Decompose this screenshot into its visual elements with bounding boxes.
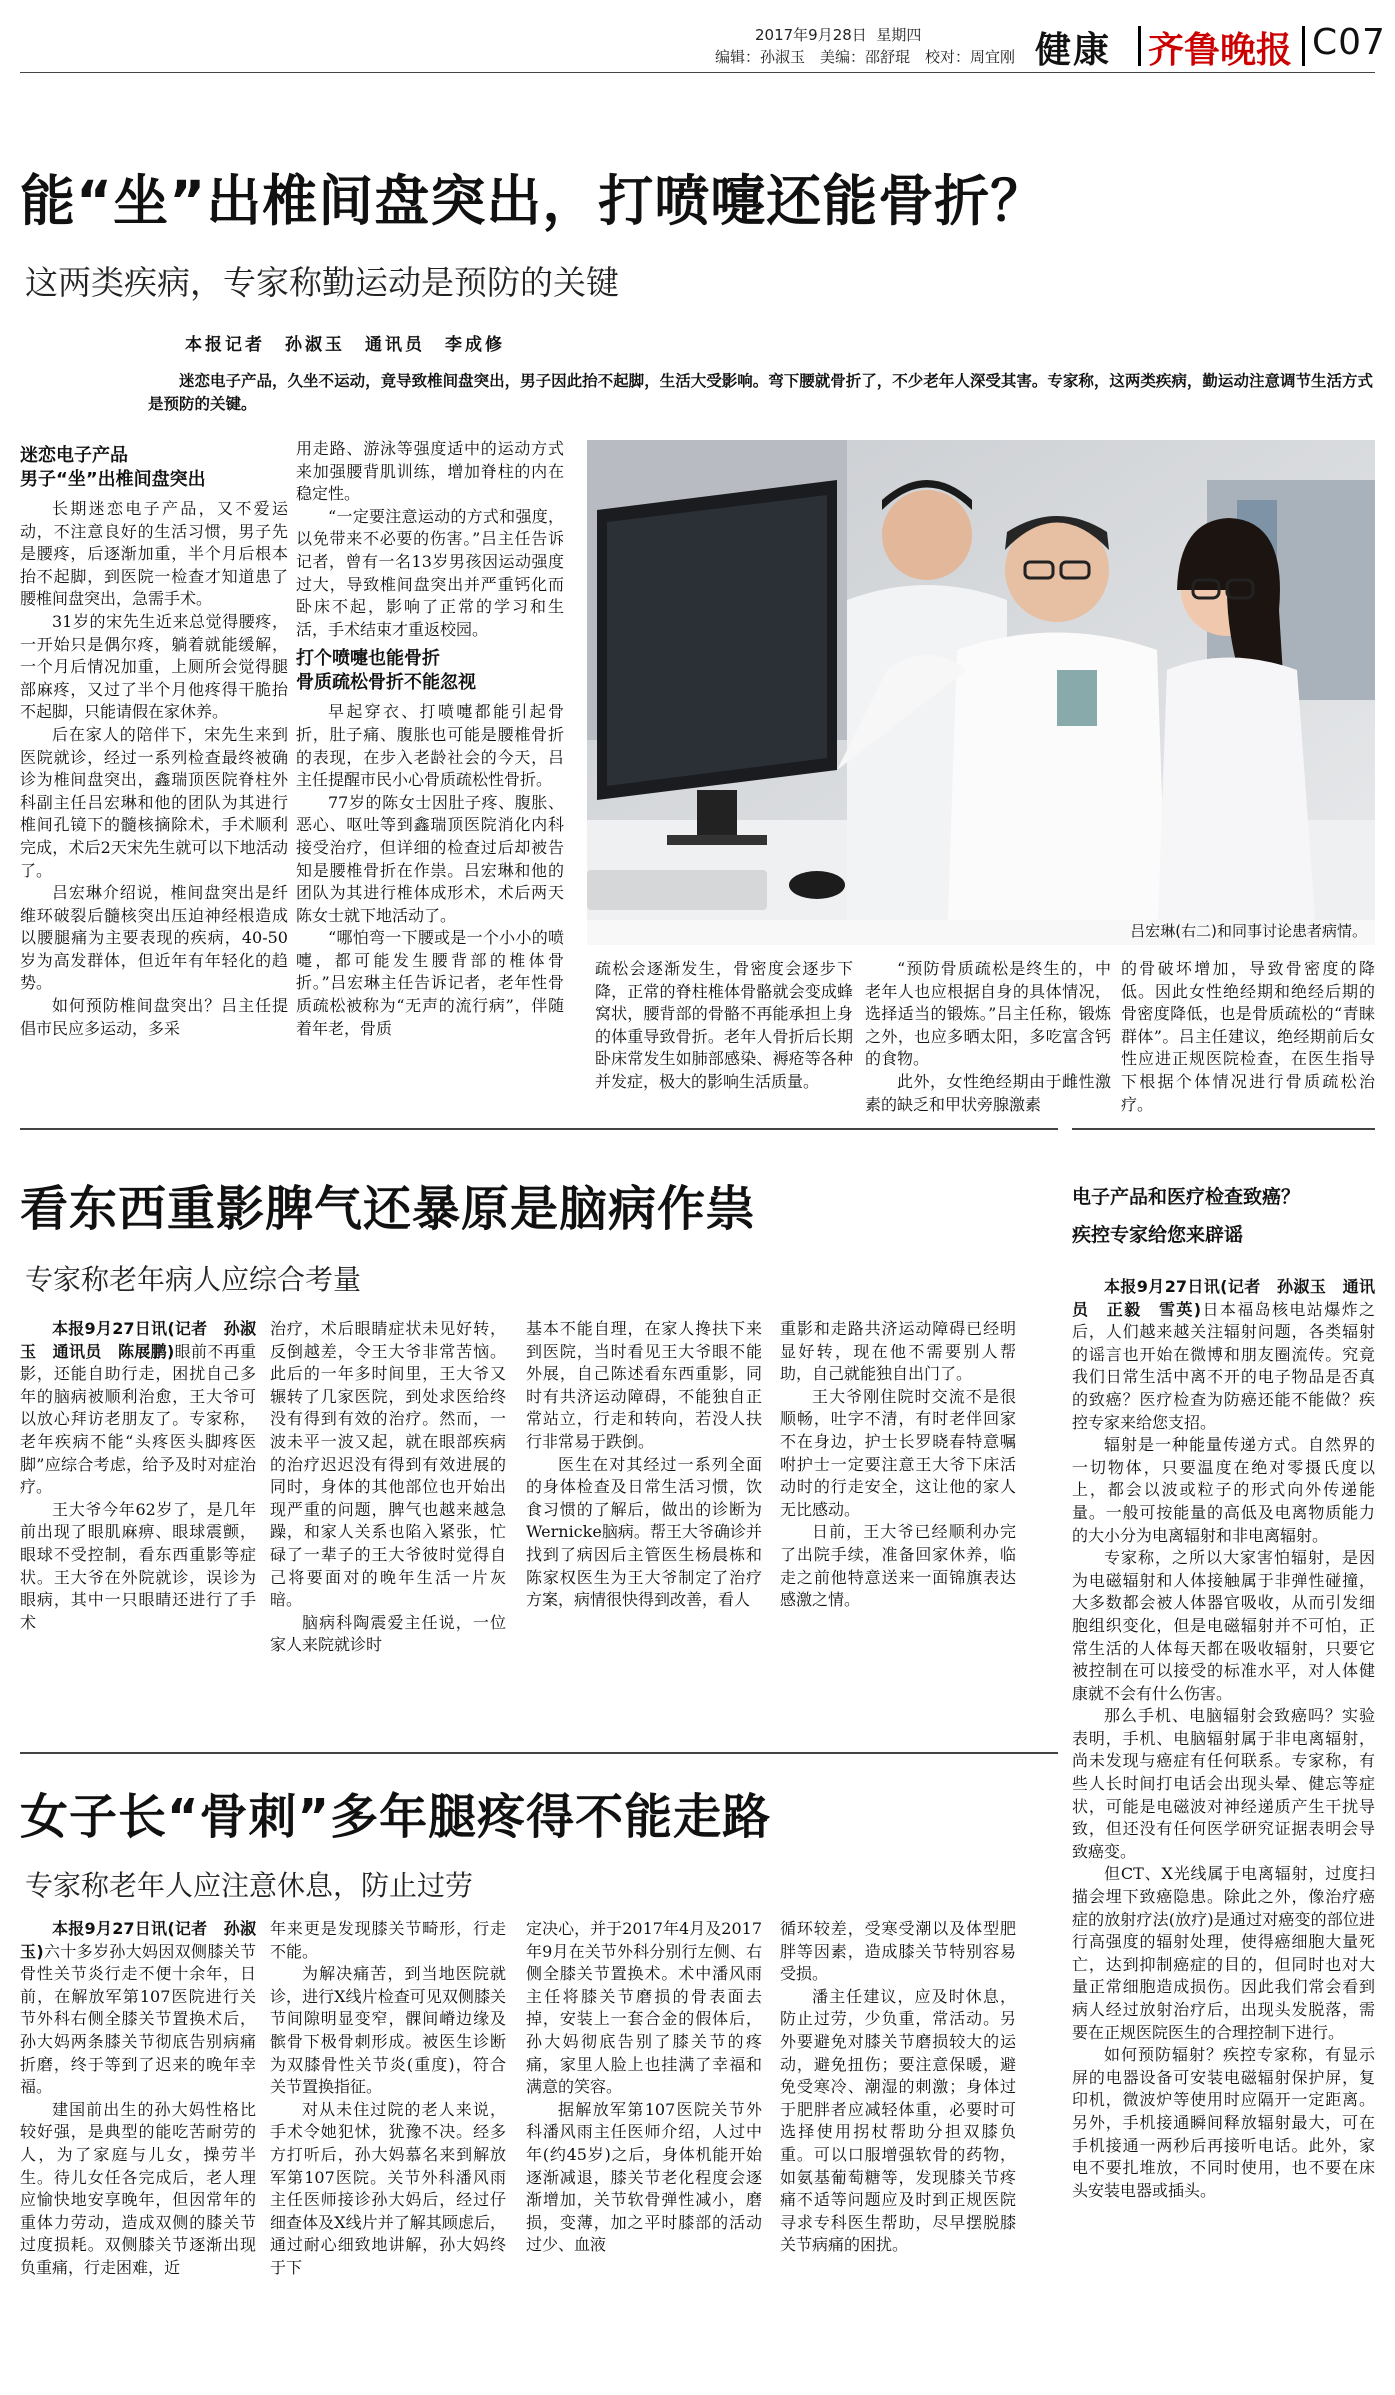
story3-column-2 bbox=[270, 1918, 506, 2380]
paragraph: 基本不能自理，在家人搀扶下来到医院，当时看见王大爷眼不能外展，自己陈述看东西重影，同时有共济运动障碍，不能独自正常站立，行走和转向，若没人扶行非常易于跌倒。 bbox=[526, 1319, 762, 1451]
story1-column-4 bbox=[865, 958, 1111, 1120]
sidebar-headline-1: 电子产品和医疗检查致癌？ bbox=[1072, 1186, 1301, 1208]
paragraph: 但CT、X光线属于电离辐射，过度扫描会埋下致癌隐患。除此之外，像治疗癌症的放射疗法(放疗)是通过对癌变的部位进行高强度的辐射处理，使得癌细胞大量死亡，达到抑制癌症的目的，但同时也对大量正常细胞造成损伤。因此我们常会看到病人经过放射治疗后，出现头发脱落，需要在正规医院医生的合理控制下进行。 bbox=[1072, 1864, 1375, 2042]
story2-column-3 bbox=[526, 1318, 762, 1746]
story1-lead: 迷恋电子产品，久坐不运动，竟导致椎间盘突出，男子因此抬不起脚，生活大受影响。弯下腰就骨折了，不少老年人深受其害。专家称，这两类疾病，勤运动注意调节生活方式是预防的关键。 bbox=[148, 372, 1373, 413]
newspaper-logo: 齐鲁晚报 bbox=[1148, 29, 1293, 71]
story3-column-1 bbox=[20, 1918, 256, 2380]
paragraph: 那么手机、电脑辐射会致癌吗？实验表明，手机、电脑辐射属于非电离辐射，尚未发现与癌症有任何联系。专家称，有些人长时间打电话会出现头晕、健忘等症状，可能是电磁波对神经递质产生干扰导致，但还没有任何医学研究证据表明会导致癌变。 bbox=[1072, 1706, 1375, 1861]
story2-column-1 bbox=[20, 1318, 256, 1746]
paragraph: 后在家人的陪伴下，宋先生来到医院就诊，经过一系列检查最终被确诊为椎间盘突出，鑫瑞顶医院脊柱外科副主任吕宏琳和他的团队为其进行椎间孔镜下的髓核摘除术，手术顺利完成，术后2天宋先生就可以下地活动了。 bbox=[20, 724, 288, 880]
paragraph: “一定要注意运动的方式和强度，以免带来不必要的伤害。”吕主任告诉记者，曾有一名13岁男孩因运动强度过大，导致椎间盘突出并严重钙化而卧床不起，影响了正常的学习和生活，手术结束才重返校园。 bbox=[296, 506, 564, 639]
paragraph bbox=[1072, 1276, 1375, 1434]
dateline: 本报9月27日讯(记者 孙淑玉 通讯员 正毅 雪英) bbox=[1072, 1277, 1375, 1319]
story2-column-4 bbox=[780, 1318, 1016, 1746]
header-divider bbox=[1138, 26, 1141, 66]
paragraph: 此外，女性绝经期由于雌性激素的缺乏和甲状旁腺激素 bbox=[865, 1071, 1111, 1114]
photo-caption: 吕宏琳(右二)和同事讨论患者病情。 bbox=[1130, 922, 1367, 940]
story1-subhead-2: 打个喷嚏也能骨折 骨质疏松骨折不能忽视 bbox=[296, 648, 476, 694]
paragraph: 重影和走路共济运动障碍已经明显好转，现在他不需要别人帮助，自己就能独自出门了。 bbox=[780, 1319, 1016, 1384]
header-weekday: 星期四 bbox=[876, 26, 922, 44]
story3-column-3 bbox=[526, 1918, 762, 2380]
paragraph: 建国前出生的孙大妈性格比较好强，是典型的能吃苦耐劳的人，为了家庭与儿女，操劳半生。待儿女任各完成后，老人理应愉快地安享晚年，但因常年的重体力劳动，造成双侧的膝关节过度损耗。双侧膝关节逐渐出现负重痛，行走困难，近 bbox=[20, 2099, 256, 2277]
paragraph: 据解放军第107医院关节外科潘风雨主任医师介绍，人过中年(约45岁)之后，身体机能开始逐渐减退，膝关节老化程度会逐渐增加，关节软骨弹性减小，磨损，变薄，加之平时膝部的活动过少、血液 bbox=[526, 2099, 762, 2255]
story1-subtitle: 这两类疾病，专家称勤运动是预防的关键 bbox=[25, 263, 619, 302]
paragraph: 的骨破坏增加，导致骨密度的降低。因此女性绝经期和绝经后期的骨密度降低，也是骨质疏松的“青睐群体”。吕主任建议，绝经期前后女性应进正规医院检查，在医生指导下根据个体情况进行骨质疏松治疗。 bbox=[1121, 959, 1375, 1114]
paragraph: 定决心，并于2017年4月及2017年9月在关节外科分别行左侧、右侧全膝关节置换术。术中潘风雨主任将膝关节磨损的骨表面去掉，安装上一套合金的假体后，孙大妈彻底告别了膝关节的疼痛，家里人脸上也挂满了幸福和满意的笑容。 bbox=[526, 1919, 762, 2097]
dateline: 本报9月27日讯(记者 孙淑玉 通讯员 陈展鹏) bbox=[20, 1319, 256, 1361]
story1-subhead-1: 迷恋电子产品 男子“坐”出椎间盘突出 bbox=[20, 445, 206, 490]
paragraph: 医生在对其经过一系列全面的身体检查及日常生活习惯，饮食习惯的了解后，做出的诊断为Wernicke脑病。帮王大爷确诊并找到了病因后主管医生杨晨栋和陈家权医生为王大爷制定了治疗方案，病情很快得到改善，看人 bbox=[526, 1454, 762, 1610]
header-date-line bbox=[755, 25, 921, 45]
doctors-photo-image bbox=[587, 440, 1375, 945]
paragraph: 早起穿衣、打喷嚏都能引起骨折，肚子痛、腹胀也可能是腰椎骨折的表现，在步入老龄社会的今天，吕主任提醒市民小心骨质疏松性骨折。 bbox=[296, 702, 564, 790]
paragraph: 77岁的陈女士因肚子疼、腹胀、恶心、呕吐等到鑫瑞顶医院消化内科接受治疗，但详细的检查过后却被告知是腰椎骨折在作祟。吕宏琳和他的团队为其进行椎体成形术，术后两天陈女士就下地活动了。 bbox=[296, 792, 564, 925]
story2-column-2 bbox=[270, 1318, 506, 1746]
paragraph: 循环较差，受寒受潮以及体型肥胖等因素，造成膝关节特别容易受损。 bbox=[780, 1919, 1016, 1984]
page-number: C07 bbox=[1312, 22, 1386, 63]
paragraph: 脑病科陶震爱主任说，一位家人来院就诊时 bbox=[270, 1612, 506, 1655]
paragraph: 长期迷恋电子产品，又不爱运动，不注意良好的生活习惯，男子先是腰疼，后逐渐加重，半个月后根本抬不起脚，到医院一检查才知道患了腰椎间盘突出，急需手术。 bbox=[20, 499, 288, 609]
paragraph: 王大爷刚住院时交流不是很顺畅，吐字不清，有时老伴回家不在身边，护士长罗晓春特意嘱咐护士一定要注意王大爷下床活动时的行走安全，这让他的家人无比感动。 bbox=[780, 1386, 1016, 1519]
paragraph: 辐射是一种能量传递方式。自然界的一切物体，只要温度在绝对零摄氏度以上，都会以波或粒子的形式向外传递能量。一般可按能量的高低及电离物质能力的大小分为电离辐射和非电离辐射。 bbox=[1072, 1435, 1375, 1545]
paragraph: 治疗，术后眼睛症状未见好转，反倒越差，令王大爷非常苦恼。此后的一年多时间里，王大爷又辗转了几家医院，到处求医给终没有得到有效的治疗。然而，一波未平一波又起，就在眼部疾病的治疗迟迟没有得到有效进展的同时，身体的其他部位也开始出现严重的问题，脾气也越来越急躁，和家人关系也陷入紧张，忙碌了一辈子的王大爷彼时觉得自己将要面对的晚年生活一片灰暗。 bbox=[270, 1319, 506, 1610]
story3-subtitle: 专家称老年人应注意休息，防止过劳 bbox=[25, 1869, 474, 1902]
story1-byline: 本报记者 孙淑玉 通讯员 李成修 bbox=[185, 335, 505, 355]
story1-title: 能“坐”出椎间盘突出，打喷嚏还能骨折？ bbox=[20, 169, 1047, 233]
story2-title: 看东西重影脾气还暴原是脑病作祟 bbox=[20, 1181, 756, 1237]
paragraph: 潘主任建议，应及时休息，防止过劳，少负重，常活动。另外要避免对膝关节磨损较大的运动，避免扭伤；要注意保暖，避免受寒冷、潮湿的刺激；身体过于肥胖者应减轻体重，必要时可选择使用拐杖帮助分担双膝负重。可以口服增强软骨的药物，如氨基葡萄糖等，发现膝关节疼痛不适等问题应及时到正规医院寻求专科医生帮助，尽早摆脱膝关节病痛的困扰。 bbox=[780, 1986, 1016, 2255]
paragraph: 如何预防辐射？疾控专家称，有显示屏的电器设备可安装电磁辐射保护屏，复印机，微波炉等使用时应隔开一定距离。另外，手机接通瞬间释放辐射最大，可在手机接通一两秒后再接听电话。此外，家电不要扎堆放，不同时使用，也不要在床头安装电器或插头。 bbox=[1072, 2045, 1375, 2200]
dateline: 本报9月27日讯(记者 孙淑玉) bbox=[20, 1919, 256, 1961]
paragraph: 对从未住过院的老人来说，手术令她犯怵，犹豫不决。经多方打听后，孙大妈慕名来到解放军第107医院。关节外科潘风雨主任医师接诊孙大妈后，经过仔细查体及X线片并了解其顾虑后，通过耐心细致地讲解，孙大妈终于下 bbox=[270, 2099, 506, 2277]
story1-column-1 bbox=[20, 438, 288, 1120]
story3-title: 女子长“骨刺”多年腿疼得不能走路 bbox=[20, 1789, 772, 1845]
header-rule bbox=[20, 72, 1375, 73]
header-date: 2017年9月28日 bbox=[755, 26, 867, 44]
paragraph-text: 日本福岛核电站爆炸之后，人们越来越关注辐射问题，各类辐射的谣言也开始在微博和朋友圈流传。究竟我们日常生活中离不开的电子物品是否真的致癌？医疗检查为防癌还能不能做？疾控专家来给您支招。 bbox=[1072, 1299, 1375, 1432]
paragraph: 31岁的宋先生近来总觉得腰疼，一开始只是偶尔疼，躺着就能缓解，一个月后情况加重，上厕所会觉得腿部麻疼，又过了半个月他疼得干脆抬不起脚，只能请假在家休养。 bbox=[20, 611, 288, 722]
story1-column-3 bbox=[595, 958, 853, 1120]
paragraph: 为解决痛苦，到当地医院就诊，进行X线片检查可见双侧膝关节间隙明显变窄，髁间嵴边缘及髌骨下极骨刺形成。被医生诊断为双膝骨性关节炎(重度)，符合关节置换指征。 bbox=[270, 1964, 506, 2097]
section-rule bbox=[20, 1752, 1058, 1754]
story1-column-2 bbox=[296, 438, 564, 1120]
paragraph: 用走路、游泳等强度适中的运动方式来加强腰背肌训练，增加脊柱的内在稳定性。 bbox=[296, 439, 564, 504]
header-divider bbox=[1302, 26, 1305, 66]
paragraph: 专家称，之所以大家害怕辐射，是因为电磁辐射和人体接触属于非弹性碰撞，大多数都会被人体器官吸收，从而引发细胞组织变化，但是电磁辐射并不可怕，正常生活的人体每天都在吸收辐射，只要它被控制在可以接受的标准水平，对人体健康就不会有什么伤害。 bbox=[1072, 1548, 1375, 1703]
sidebar-body bbox=[1072, 1276, 1375, 2380]
paragraph: “预防骨质疏松是终生的，中老年人也应根据自身的具体情况，选择适当的锻炼。”吕主任称，锻炼之外，也应多晒太阳，多吃富含钙的食物。 bbox=[865, 959, 1111, 1069]
story2-subtitle: 专家称老年病人应综合考量 bbox=[25, 1263, 362, 1296]
story1-photo bbox=[587, 440, 1375, 945]
paragraph: 疏松会逐渐发生，骨密度会逐步下降，正常的脊柱椎体骨骼就会变成蜂窝状，腰背部的骨骼不再能承担上身的体重导致骨折。老年人骨折后长期卧床常发生如肺部感染、褥疮等各种并发症，极大的影响生活质量。 bbox=[595, 959, 853, 1091]
paragraph bbox=[20, 1318, 256, 1499]
paragraph: 如何预防椎间盘突出？吕主任提倡市民应多运动，多采 bbox=[20, 996, 288, 1038]
section-rule bbox=[20, 1128, 1058, 1130]
paragraph: 日前，王大爷已经顺利办完了出院手续，准备回家休养，临走之前他特意送来一面锦旗表达感激之情。 bbox=[780, 1522, 1016, 1610]
story3-column-4 bbox=[780, 1918, 1016, 2380]
paragraph bbox=[20, 1918, 256, 2099]
paragraph-text: 眼前不再重影，还能自助行走，困扰自己多年的脑病被顺利治愈，王大爷可以放心拜访老朋友了。专家称，老年疾病不能“头疼医头脚疼医脚”应综合考虑，给予及时对症治疗。 bbox=[20, 1341, 256, 1497]
paragraph: 王大爷今年62岁了，是几年前出现了眼肌麻痹、眼球震颤，眼球不受控制，看东西重影等症状。王大爷在外院就诊，误诊为眼病，其中一只眼睛还进行了手术 bbox=[20, 1499, 256, 1632]
paragraph: 年来更是发现膝关节畸形，行走不能。 bbox=[270, 1919, 506, 1961]
header-editors: 编辑：孙淑玉 美编：邵舒琨 校对：周宜刚 bbox=[715, 48, 1016, 66]
section-rule bbox=[1072, 1128, 1375, 1130]
section-name: 健康 bbox=[1035, 30, 1112, 71]
paragraph: 吕宏琳介绍说，椎间盘突出是纤维环破裂后髓核突出压迫神经根造成以腰腿痛为主要表现的疾病，40-50岁为高发群体，但近年有年轻化的趋势。 bbox=[20, 883, 288, 993]
sidebar-headline-2: 疾控专家给您来辟谣 bbox=[1072, 1224, 1244, 1246]
paragraph-text: 六十多岁孙大妈因双侧膝关节骨性关节炎行走不便十余年，日前，在解放军第107医院进行关节外科右侧全膝关节置换术后，孙大妈两条膝关节彻底告别病痛折磨，终于等到了迟来的晚年幸福。 bbox=[20, 1941, 256, 2097]
paragraph: “哪怕弯一下腰或是一个小小的喷嚏，都可能发生腰背部的椎体骨折。”吕宏琳主任告诉记者，老年性骨质疏松被称为“无声的流行病”，伴随着年老，骨质 bbox=[296, 928, 564, 1038]
story1-column-5 bbox=[1121, 958, 1375, 1120]
